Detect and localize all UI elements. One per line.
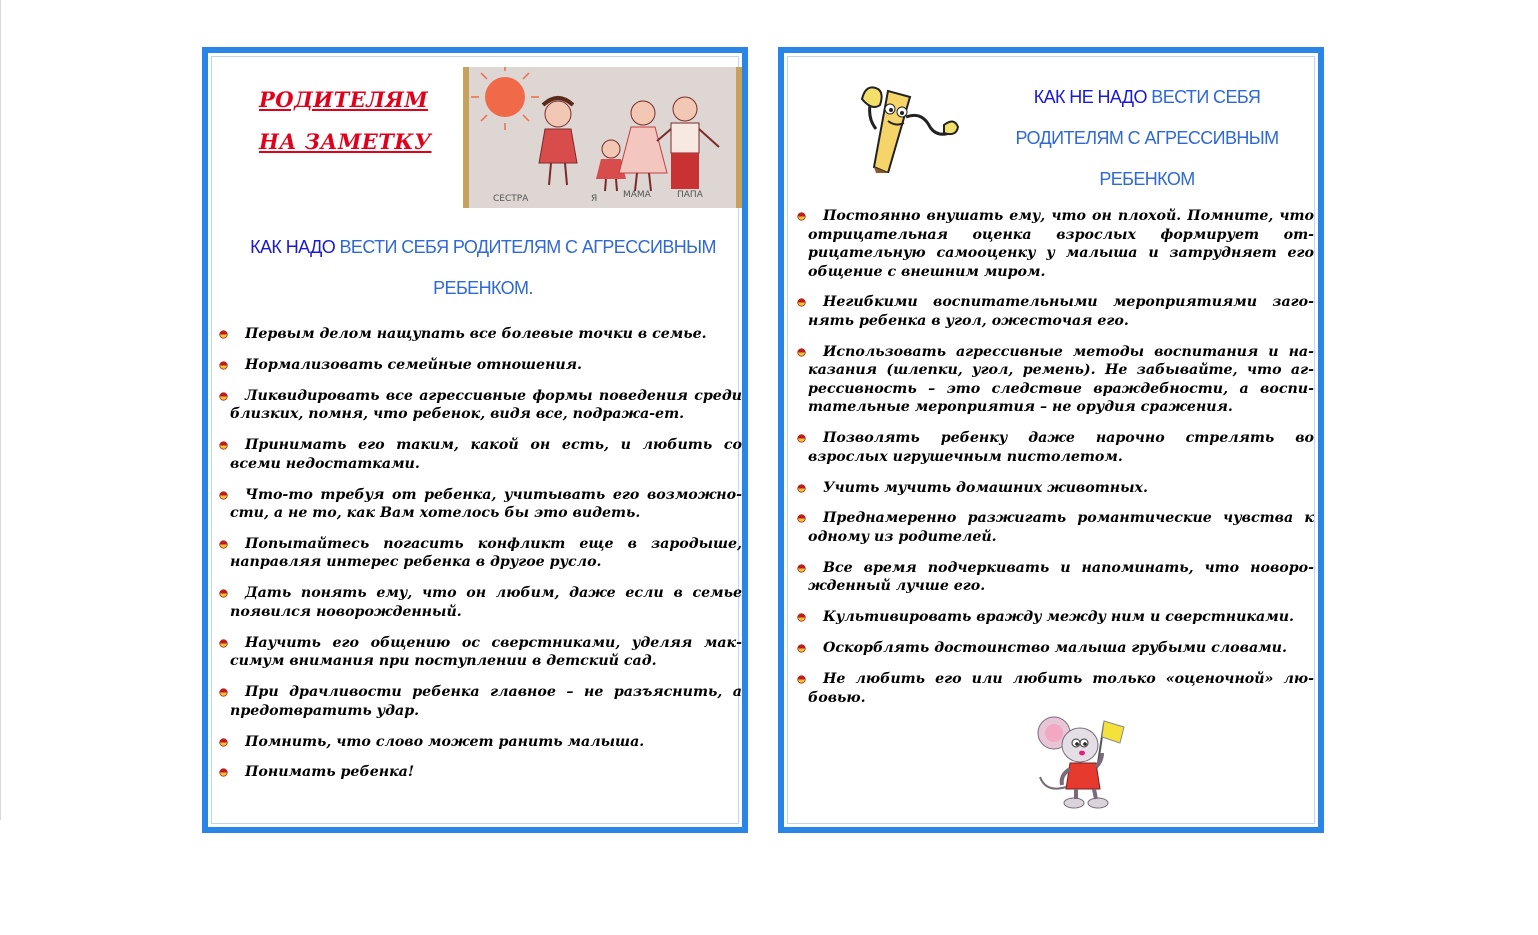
list-item-text: Принимать его таким, какой он есть, и любить со всеми недостатками.	[230, 437, 742, 472]
list-item	[808, 670, 1314, 707]
right-heading-line2: РОДИТЕЛЯМ С АГРЕССИВНЫМ	[1015, 128, 1279, 148]
left-do-list	[230, 325, 742, 794]
bullet-icon	[219, 392, 228, 401]
list-item	[808, 639, 1314, 658]
list-item-text: Первым делом нащупать все болевые точки в семье.	[245, 326, 707, 342]
list-item	[230, 535, 742, 572]
list-item-text: Попытайтесь погасить конфликт еще в зародыше, направляя интерес ребенка в другое русло.	[230, 535, 742, 571]
right-panel	[778, 47, 1324, 833]
bullet-icon	[797, 675, 806, 684]
bullet-icon	[797, 644, 806, 653]
bullet-icon	[797, 212, 806, 221]
pencil-character-image	[836, 81, 960, 173]
left-heading-line2: РЕБЕНКОМ.	[433, 278, 533, 298]
list-item-text: Негибкими воспитательными мероприятиями заго-нять ребенка в угол, ожесточая его.	[808, 294, 1314, 329]
list-item	[808, 559, 1314, 596]
picture-label-sister: СЕСТРА	[493, 194, 529, 204]
list-item-text: Позволять ребенку даже нарочно стрелять во взрослых игрушечным пистолетом.	[808, 430, 1314, 465]
list-item	[230, 634, 742, 671]
bullet-icon	[219, 768, 228, 777]
title-line-2: НА ЗАМЕТКУ	[259, 129, 432, 154]
page-edge-line	[0, 0, 1, 820]
right-heading	[1002, 77, 1292, 200]
bullet-icon	[797, 348, 806, 357]
list-item	[230, 436, 742, 473]
bullet-icon	[797, 613, 806, 622]
picture-label-me: Я	[591, 194, 598, 204]
family-drawing-image	[463, 67, 742, 208]
right-heading-text: ВЕСТИ СЕБЯ	[1146, 87, 1261, 107]
bullet-icon	[219, 589, 228, 598]
bullet-icon	[219, 491, 228, 500]
bullet-icon	[797, 434, 806, 443]
list-item-text: Не любить его или любить только «оценочной» лю-бовью.	[808, 671, 1314, 706]
list-item	[230, 763, 742, 782]
list-item	[808, 293, 1314, 330]
list-item-text: Дать понять ему, что он любим, даже если в семье появился новорожденный.	[230, 585, 742, 620]
list-item-text: Научить его общению ос сверстниками, уделяя мак-симум внимания при поступлении в детский сад.	[230, 634, 742, 670]
title-line-1: РОДИТЕЛЯМ	[259, 87, 429, 112]
bullet-icon	[219, 441, 228, 450]
list-item	[230, 387, 742, 424]
left-panel	[202, 47, 748, 833]
list-item-text: Культивировать вражду между ним и сверстниками.	[823, 609, 1294, 626]
list-item	[808, 207, 1314, 281]
list-item	[808, 429, 1314, 466]
list-item	[230, 356, 742, 375]
list-item	[808, 509, 1314, 546]
list-item	[808, 608, 1314, 627]
right-dont-list	[808, 207, 1314, 719]
picture-label-dad: ПАПА	[677, 190, 703, 200]
list-item-text: Оскорблять достоинство малыша грубыми словами.	[823, 640, 1287, 657]
left-heading	[228, 227, 738, 309]
left-heading-text: ВЕСТИ СЕБЯ РОДИТЕЛЯМ С АГРЕССИВНЫМ	[335, 237, 716, 257]
right-heading-emphasis: КАК НЕ НАДО	[1033, 87, 1147, 107]
list-item-text: Учить мучить домашних животных.	[823, 479, 1148, 496]
bullet-icon	[797, 298, 806, 307]
picture-label-mom: МАМА	[623, 190, 651, 200]
list-item	[230, 325, 742, 344]
mouse-with-flag-image	[1032, 713, 1140, 813]
list-item-text: Все время подчеркивать и напоминать, что новоро-жденный лучше его.	[808, 559, 1314, 595]
bullet-icon	[219, 688, 228, 697]
left-heading-emphasis: КАК НАДО	[250, 237, 336, 257]
bullet-icon	[219, 330, 228, 339]
list-item	[808, 343, 1314, 417]
list-item	[230, 733, 742, 752]
list-item-text: Что-то требуя от ребенка, учитывать его возможно-сти, а не то, как Вам хотелось бы это видеть.	[230, 486, 742, 522]
list-item-text: Постоянно внушать ему, что он плохой. Помните, что отрицательная оценка взрослых формирует от-рицательную самооценку у малыша и затрудняет его общение с внешним миром.	[808, 208, 1314, 280]
bullet-icon	[797, 514, 806, 523]
bullet-icon	[219, 738, 228, 747]
bullet-icon	[797, 484, 806, 493]
right-heading-line3: РЕБЕНКОМ	[1099, 169, 1195, 189]
bullet-icon	[219, 361, 228, 370]
list-item-text: Понимать ребенка!	[245, 764, 415, 781]
bullet-icon	[219, 639, 228, 648]
list-item-text: Помнить, что слово может ранить малыша.	[245, 733, 645, 750]
list-item-text: Преднамеренно разжигать романтические чувства к одному из родителей.	[808, 510, 1314, 545]
list-item	[230, 683, 742, 720]
list-item	[230, 584, 742, 621]
bullet-icon	[797, 564, 806, 573]
list-item	[808, 479, 1314, 498]
list-item-text: Ликвидировать все агрессивные формы поведения среди близких, помня, что ребенок, видя все, подража-ет.	[230, 387, 742, 423]
list-item-text: Использовать агрессивные методы воспитания и на-казания (шлепки, угол, ремень). Не забывайте, что аг-рессивность – это следствие враждебности, а воспи-тательные мероприятия – не орудия сражения.	[808, 343, 1314, 416]
bullet-icon	[219, 540, 228, 549]
list-item-text: Нормализовать семейные отношения.	[245, 356, 582, 373]
list-item	[230, 486, 742, 523]
list-item-text: При драчливости ребенка главное – не разъяснить, а предотвратить удар.	[230, 684, 742, 719]
